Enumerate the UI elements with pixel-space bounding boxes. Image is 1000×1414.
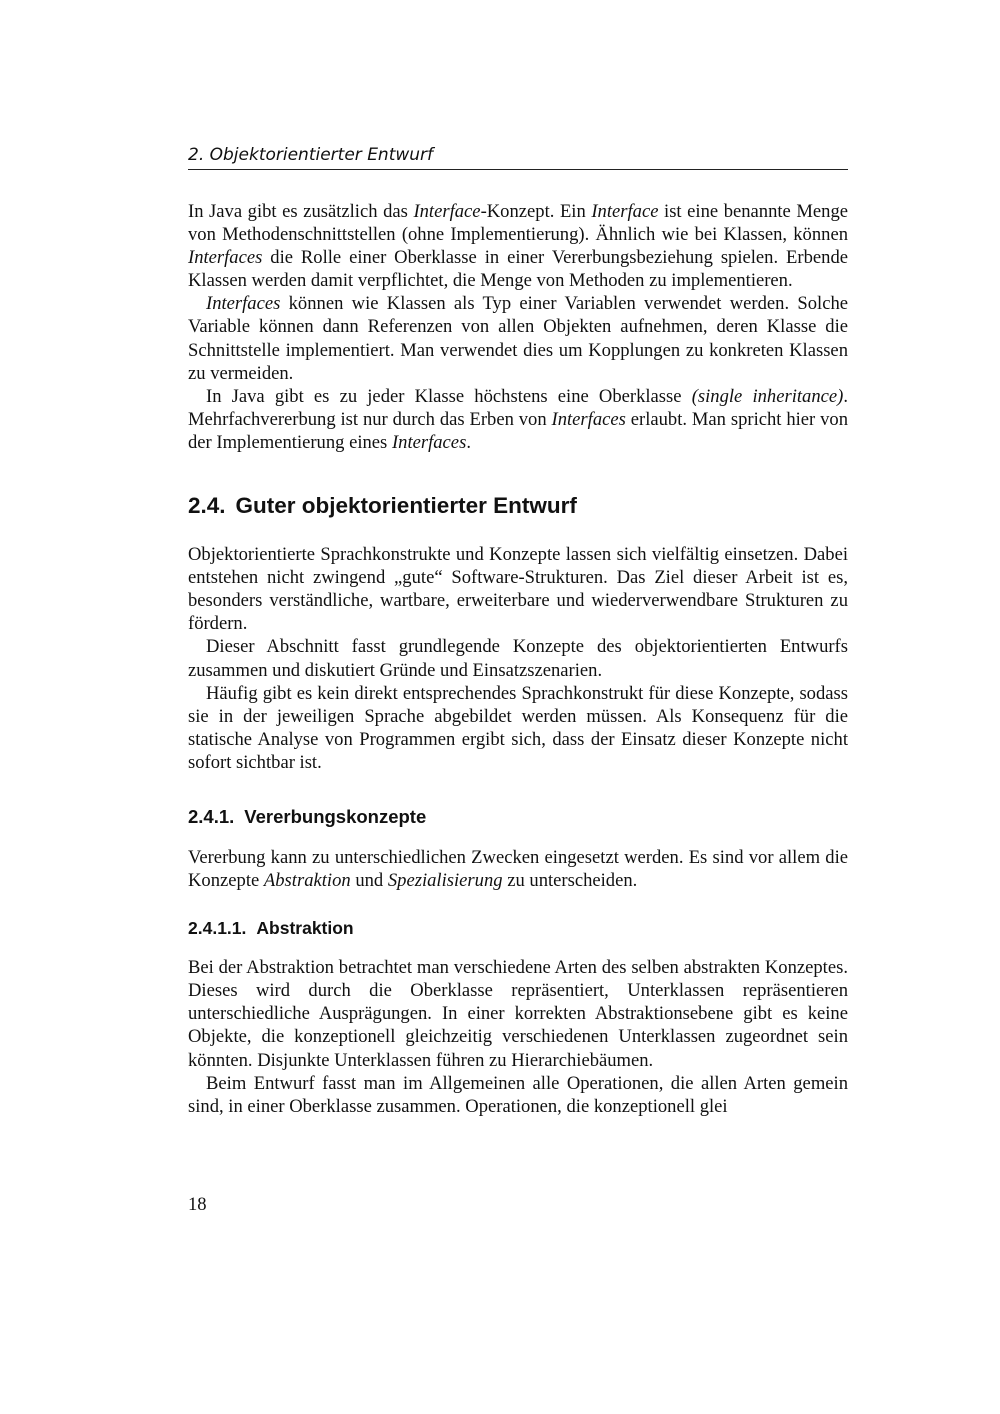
section-number: 2.4. [188, 493, 226, 519]
paragraph [188, 956, 848, 1071]
subsection-title: Vererbungskonzepte [244, 805, 427, 827]
text-run: Vererbung kann zu unterschiedlichen Zwecken eingesetzt werden. Es sind vor allem die Konzepte [188, 846, 848, 892]
text-run: In Java gibt es zu jeder Klasse höchstens eine Oberklasse [206, 385, 692, 407]
subsubsection-title: Abstraktion [256, 918, 354, 939]
text-run: Dieser Abschnitt fasst grundlegende Konzepte des objektorientierten Entwurfs zusammen und diskutiert Gründe und Einsatzszenarien. [188, 636, 848, 681]
text-run: Häufig gibt es kein direkt entsprechendes Sprachkonstrukt für diese Konzepte, sodass sie in der jeweiligen Sprache abgebildet werden müssen. Als Konsequenz für die statische Analyse von Programmen ergibt sich, dass der Einsatz dieser Konzepte nicht sofort sichtbar ist. [188, 682, 848, 773]
subsubsection-block [188, 956, 848, 1118]
section-title: Guter objektorientierter Entwurf [235, 493, 577, 519]
text-run: ist eine benannte Menge von Methodenschnittstellen (ohne Implementierung). Ähnlich wie bei Klassen, können [188, 201, 848, 246]
running-head: 2. Objektorientierter Entwurf [188, 145, 434, 165]
text-run: zu unterscheiden. [502, 870, 638, 892]
emphasis-text: Interfaces [391, 431, 467, 453]
text-run: . [466, 431, 471, 453]
emphasis-text: Interfaces [188, 247, 263, 269]
section-block [188, 543, 848, 774]
text-run: Bei der Abstraktion betrachtet man verschiedene Arten des selben abstrakten Konzeptes. Dieses wird durch die Oberklasse repräsentiert, Unterklassen repräsentieren unterschiedliche Ausprägungen. In einer korrekten Abstraktionsebene gibt es keine Objekte, die konzeptionell gleichzeitig verschiedenen Unterklassen zugeordnet sein könnten. Disjunkte Unterklassen führen zu Hierarchiebäumen. [188, 957, 848, 1071]
paragraph [188, 200, 848, 292]
paragraph [188, 846, 848, 892]
emphasis-text: Abstraktion [263, 870, 351, 892]
text-run: Objektorientierte Sprachkonstrukte und Konzepte lassen sich vielfältig einsetzen. Dabei entstehen nicht zwingend „gute“ Software-Strukturen. Das Ziel dieser Arbeit ist es, besonders verständliche, wartbare, erweiterbare und wiederverwendbare Strukturen zu fördern. [188, 544, 848, 635]
text-run: -Konzept. Ein [480, 201, 592, 222]
subsubsection-heading [188, 917, 848, 939]
paragraph [188, 292, 848, 384]
text-run: können wie Klassen als Typ einer Variablen verwendet werden. Solche Variable können dann Referenzen von allen Objekten aufnehmen, deren Klasse die Schnittstelle implementiert. Man verwendet dies um Kopplungen zu konkreten Klassen zu vermeiden. [188, 293, 848, 384]
paragraph [188, 635, 848, 681]
text-run: Beim Entwurf fasst man im Allgemeinen alle Operationen, die allen Arten gemein sind, in einer Oberklasse zusammen. Operationen, die konzeptionell glei [188, 1072, 848, 1117]
subsection-number: 2.4.1. [188, 805, 235, 827]
section-heading [188, 492, 848, 520]
text-run: . Mehrfachvererbung ist nur durch das Erben von [188, 385, 848, 430]
subsection-block [188, 846, 848, 892]
header-rule [188, 169, 848, 170]
paragraph [188, 385, 848, 454]
text-run: und [350, 870, 388, 892]
text-run: In Java gibt es zusätzlich das [188, 201, 414, 222]
emphasis-text: (single inheritance) [691, 385, 844, 407]
page-number: 18 [188, 1194, 207, 1215]
emphasis-text: Interfaces [206, 293, 281, 315]
paragraph [188, 682, 848, 774]
subsubsection-number: 2.4.1.1. [188, 918, 247, 939]
page-body [188, 200, 848, 1118]
paragraph [188, 543, 848, 635]
emphasis-text: Interface [413, 201, 481, 222]
paragraph [188, 1072, 848, 1118]
intro-block [188, 200, 848, 454]
text-run: erlaubt. Man spricht hier von der Implementierung eines [188, 408, 848, 453]
emphasis-text: Interface [591, 201, 659, 222]
subsection-heading [188, 805, 848, 828]
emphasis-text: Interfaces [551, 408, 626, 430]
emphasis-text: Spezialisierung [387, 870, 503, 892]
text-run: die Rolle einer Oberklasse in einer Vererbungsbeziehung spielen. Erbende Klassen werden damit verpflichtet, die Menge von Methoden zu implementieren. [188, 247, 848, 292]
